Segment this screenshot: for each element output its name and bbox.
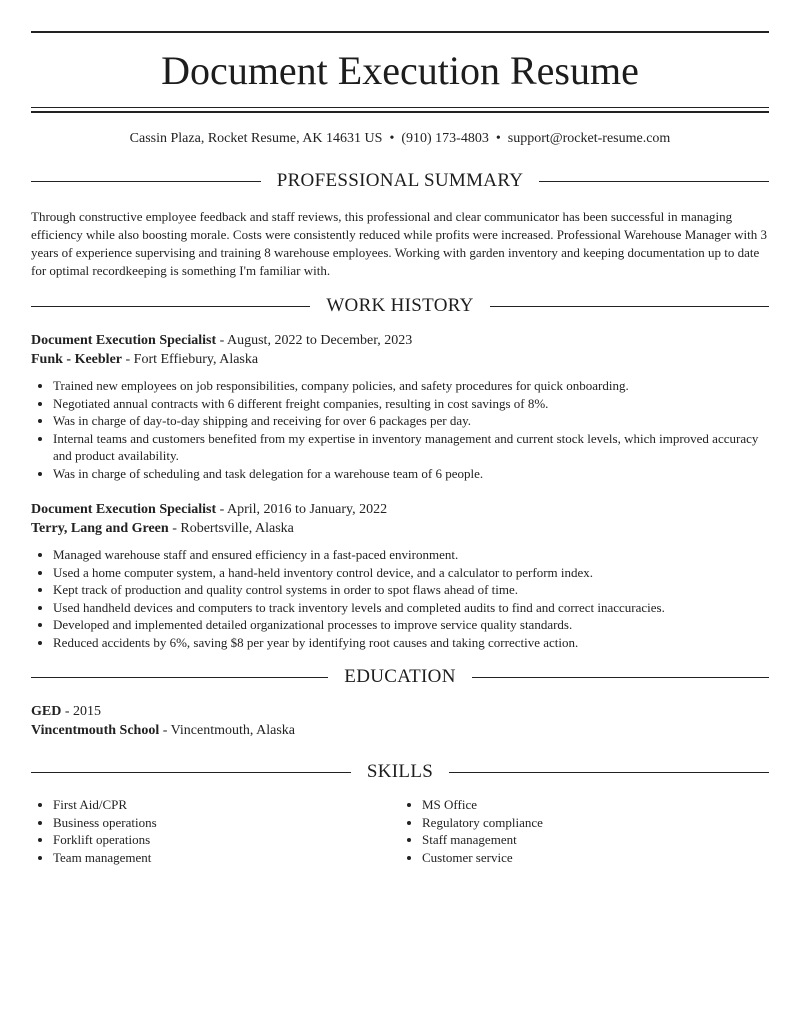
contact-line — [31, 129, 769, 149]
contact-phone: (910) 173-4803 — [401, 131, 489, 146]
section-header-summary — [31, 169, 769, 193]
contact-email: support@rocket-resume.com — [507, 131, 671, 146]
skill-item: • Regulatory compliance — [422, 814, 769, 832]
skills-column-left — [31, 796, 400, 866]
bullet-item: • Reduced accidents by 6%, saving $8 per year by identifying root causes and taking corrective action. — [53, 634, 769, 652]
resume-title: Document Execution Resume — [161, 48, 639, 93]
divider-line — [31, 181, 261, 182]
section-header-skills — [31, 760, 769, 784]
skill-item: • Customer service — [422, 849, 769, 867]
divider-line — [472, 677, 769, 678]
job-company-line — [31, 350, 769, 369]
bullet-item: • Used handheld devices and computers to track inventory levels and completed audits to find and correct inaccuracies. — [53, 599, 769, 617]
contact-address: Cassin Plaza, Rocket Resume, AK 14631 US — [129, 131, 383, 146]
bullet-item: • Was in charge of scheduling and task delegation for a warehouse team of 6 people. — [53, 465, 769, 483]
job-dates: - August, 2022 to December, 2023 — [216, 333, 413, 348]
education-school-line — [31, 721, 769, 740]
section-title: EDUCATION — [344, 666, 456, 687]
job-location: - Fort Effiebury, Alaska — [122, 352, 259, 367]
bullet-item: • Developed and implemented detailed organizational processes to improve service quality standards. — [53, 616, 769, 634]
job-title: Document Execution Specialist — [31, 333, 217, 348]
divider-line — [539, 181, 769, 182]
job-entry — [31, 331, 769, 482]
job-location: - Robertsville, Alaska — [168, 521, 294, 536]
job-company-line — [31, 519, 769, 538]
job-company: Funk - Keebler — [31, 352, 122, 367]
skill-item: • MS Office — [422, 796, 769, 814]
top-rule — [31, 31, 769, 33]
education-school: Vincentmouth School — [31, 723, 160, 738]
job-title: Document Execution Specialist — [31, 502, 217, 517]
divider-line — [31, 306, 310, 307]
skills-column-right — [400, 796, 769, 866]
job-entry — [31, 500, 769, 651]
section-header-work — [31, 294, 769, 318]
skill-item: • Business operations — [53, 814, 400, 832]
education-year: - 2015 — [61, 704, 102, 719]
summary-text: Through constructive employee feedback and staff reviews, this professional and clear communicator has been successful in managing efficiency while also boosting morale. Costs were consistently reduced while profits were increased. Professional Warehouse Manager with 3 years of experience supervising and training 8 warehouse employees. Working with garden inventory and keeping documentation up to date for optimal recordkeeping is something I'm familiar with. — [31, 209, 768, 278]
education-location: - Vincentmouth, Alaska — [159, 723, 295, 738]
skill-item: • First Aid/CPR — [53, 796, 400, 814]
title-double-rule — [31, 107, 769, 113]
contact-separator: • — [389, 131, 395, 146]
bullet-item: • Negotiated annual contracts with 6 different freight companies, resulting in cost savings of 8%. — [53, 395, 769, 413]
skills-list — [31, 796, 769, 866]
divider-line — [490, 306, 769, 307]
skill-item: • Forklift operations — [53, 831, 400, 849]
divider-line — [31, 772, 351, 773]
education-degree-line — [31, 702, 769, 721]
bullet-item: • Kept track of production and quality control systems in order to spot flaws ahead of time. — [53, 581, 769, 599]
skill-item: • Team management — [53, 849, 400, 867]
bullet-item: • Was in charge of day-to-day shipping and receiving for over 6 packages per day. — [53, 412, 769, 430]
section-header-education — [31, 665, 769, 689]
education-degree: GED — [31, 704, 62, 719]
divider-line — [449, 772, 769, 773]
bullet-item: • Internal teams and customers benefited from my expertise in inventory management and current stock levels, which improved accuracy and product availability. — [53, 430, 769, 465]
skill-item: • Staff management — [422, 831, 769, 849]
contact-separator: • — [495, 131, 501, 146]
bullet-item: • Managed warehouse staff and ensured efficiency in a fast-paced environment. — [53, 546, 769, 564]
job-title-line — [31, 331, 769, 350]
bullet-item: • Used a home computer system, a hand-held inventory control device, and a calculator to perform index. — [53, 564, 769, 582]
education-entry — [31, 702, 769, 740]
job-bullets — [31, 377, 769, 482]
section-title: WORK HISTORY — [326, 295, 474, 316]
divider-line — [31, 677, 328, 678]
job-company: Terry, Lang and Green — [31, 521, 169, 536]
job-dates: - April, 2016 to January, 2022 — [216, 502, 388, 517]
bullet-item: • Trained new employees on job responsibilities, company policies, and safety procedures for quick onboarding. — [53, 377, 769, 395]
job-title-line — [31, 500, 769, 519]
section-title: SKILLS — [366, 761, 434, 782]
section-title: PROFESSIONAL SUMMARY — [276, 170, 524, 191]
job-bullets — [31, 546, 769, 651]
